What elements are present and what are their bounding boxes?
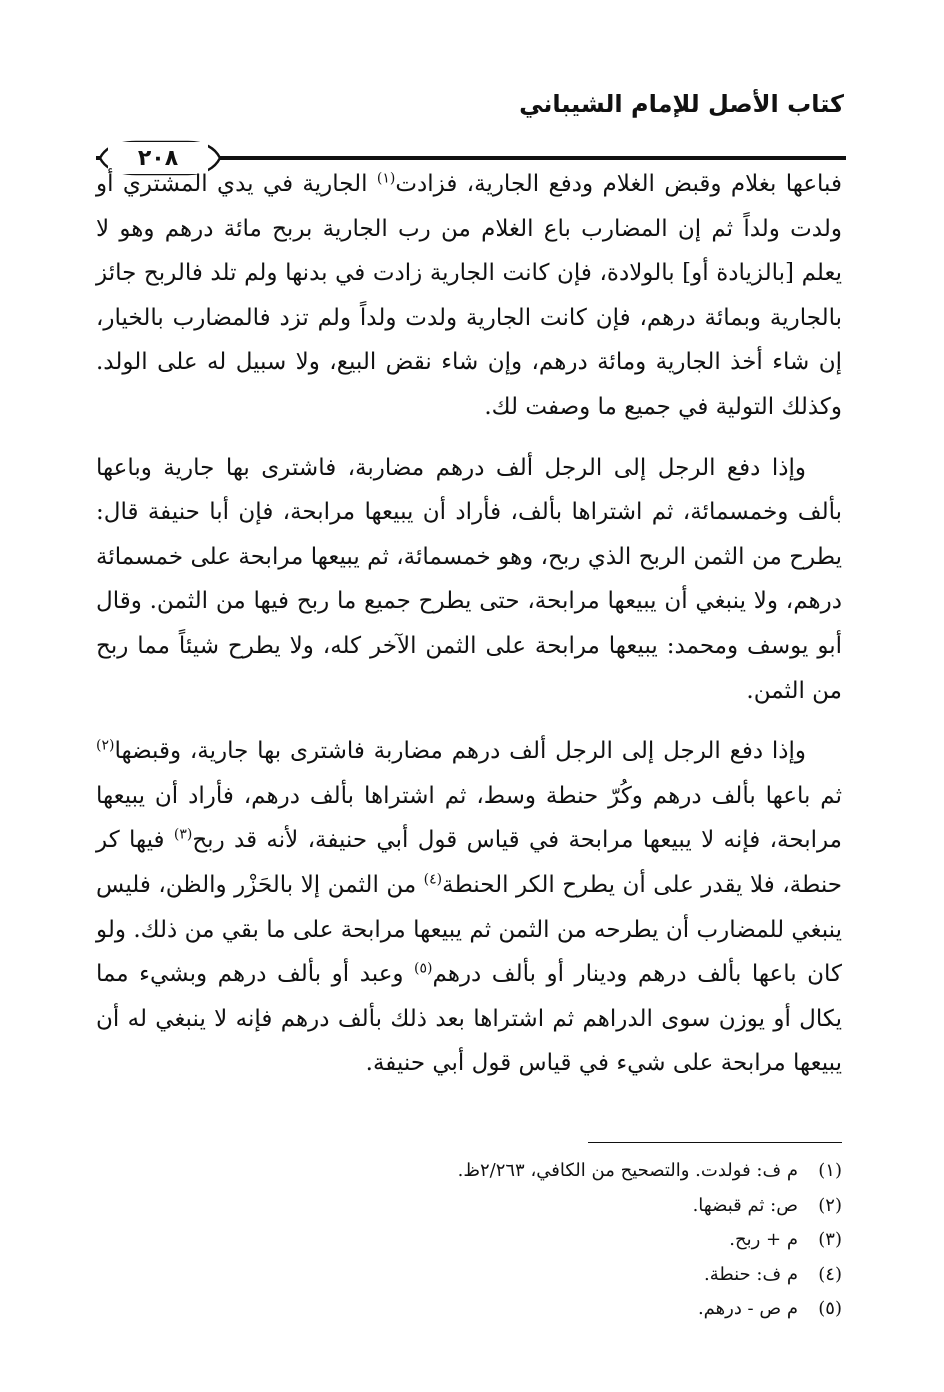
footnote-divider bbox=[588, 1142, 842, 1143]
footnote-number: (١) bbox=[818, 1160, 842, 1181]
footnote-text: م ص - درهم. bbox=[697, 1298, 798, 1319]
footnote-marker: (٤) bbox=[423, 871, 443, 888]
footnote-number: (٥) bbox=[818, 1298, 842, 1319]
footnote-item bbox=[96, 1258, 842, 1293]
running-header-title: كتاب الأصل للإمام الشيباني bbox=[519, 90, 844, 118]
page-number: ٢٠٨ bbox=[108, 142, 208, 174]
footnote-item bbox=[96, 1223, 842, 1258]
footnote-text: م ف: حنطة. bbox=[703, 1263, 798, 1285]
footnote-item bbox=[96, 1292, 842, 1327]
footnote-number: (٣) bbox=[818, 1229, 842, 1250]
footnote-number: (٤) bbox=[818, 1263, 842, 1285]
footnote-marker: (٥) bbox=[414, 960, 433, 977]
footnote-text: م + ربح. bbox=[729, 1229, 798, 1250]
footnote-item bbox=[96, 1189, 842, 1224]
footnote-item bbox=[96, 1154, 842, 1189]
footnotes bbox=[96, 1154, 842, 1327]
footnote-number: (٢) bbox=[818, 1194, 842, 1216]
footnote-text: ص: ثم قبضها. bbox=[692, 1194, 798, 1216]
footnote-marker: (٣) bbox=[173, 826, 193, 843]
paragraph: فباعها بغلام وقبض الغلام ودفع الجارية، فزادت$^{(١)}$ الجارية في يدي المشتري أو ولدت ولداً ثم إن المضارب باع الغلام من رب الجارية بربح مائة درهم وهو لا يعلم [بالزيادة أو] بالولادة، فإن كانت الجارية زادت في بدنها ولم تلد فالربح جائز بالجارية وبمائة درهم، فإن كانت الجارية ولدت ولداً ولم تزد فالمضارب بالخيار، إن شاء أخذ الجارية ومائة درهم، وإن شاء نقض البيع، ولا سبيل له على الولد. وكذلك التولية في جميع ما وصفت لك. bbox=[96, 170, 842, 420]
footnote-text: م ف: فولدت. والتصحيح من الكافي، ٢/٢٦٣ظ. bbox=[457, 1160, 798, 1181]
footnote-marker: (٢) bbox=[96, 737, 115, 754]
main-text bbox=[96, 162, 842, 1102]
paragraph: وإذا دفع الرجل إلى الرجل ألف درهم مضاربة، فاشترى بها جارية وباعها بألف وخمسمائة، ثم اشتراها بألف، فأراد أن يبيعها مرابحة، فإن أبا حنيفة قال: يطرح من الثمن الربح الذي ربح، وهو خمسمائة، ثم يبيعها مرابحة على خمسمائة درهم، ولا ينبغي أن يبيعها مرابحة، حتى يطرح جميع ما ربح فيها من الثمن. وقال أبو يوسف ومحمد: يبيعها مرابحة على الثمن الآخر كله، ولا يطرح شيئاً مما ربح من الثمن. bbox=[96, 454, 842, 704]
footnote-marker: (١) bbox=[376, 170, 396, 187]
paragraph: وإذا دفع الرجل إلى الرجل ألف درهم مضاربة فاشترى بها جارية، وقبضها$^{(٢)}$ ثم باعها بألف درهم وكُرّ حنطة وسط، ثم اشتراها بألف درهم، فأراد أن يبيعها مرابحة، فإنه لا يبيعها مرابحة في قياس قول أبي حنيفة، لأنه قد ربح$^{(٣)}$ فيها كر حنطة، فلا يقدر على أن يطرح الكر الحنطة$^{(٤)}$ من الثمن إلا بالحَزْر والظن، فليس ينبغي للمضارب أن يطرحه من الثمن ثم يبيعها مرابحة على ما بقي من ذلك. ولو كان باعها بألف درهم ودينار أو بألف درهم$^{(٥)}$ وعبد أو بألف درهم وبشيء مما يكال أو يوزن سوى الدراهم ثم اشتراها بعد ذلك بألف درهم فإنه لا ينبغي له أن يبيعها مرابحة على شيء في قياس قول أبي حنيفة. bbox=[96, 737, 843, 1077]
